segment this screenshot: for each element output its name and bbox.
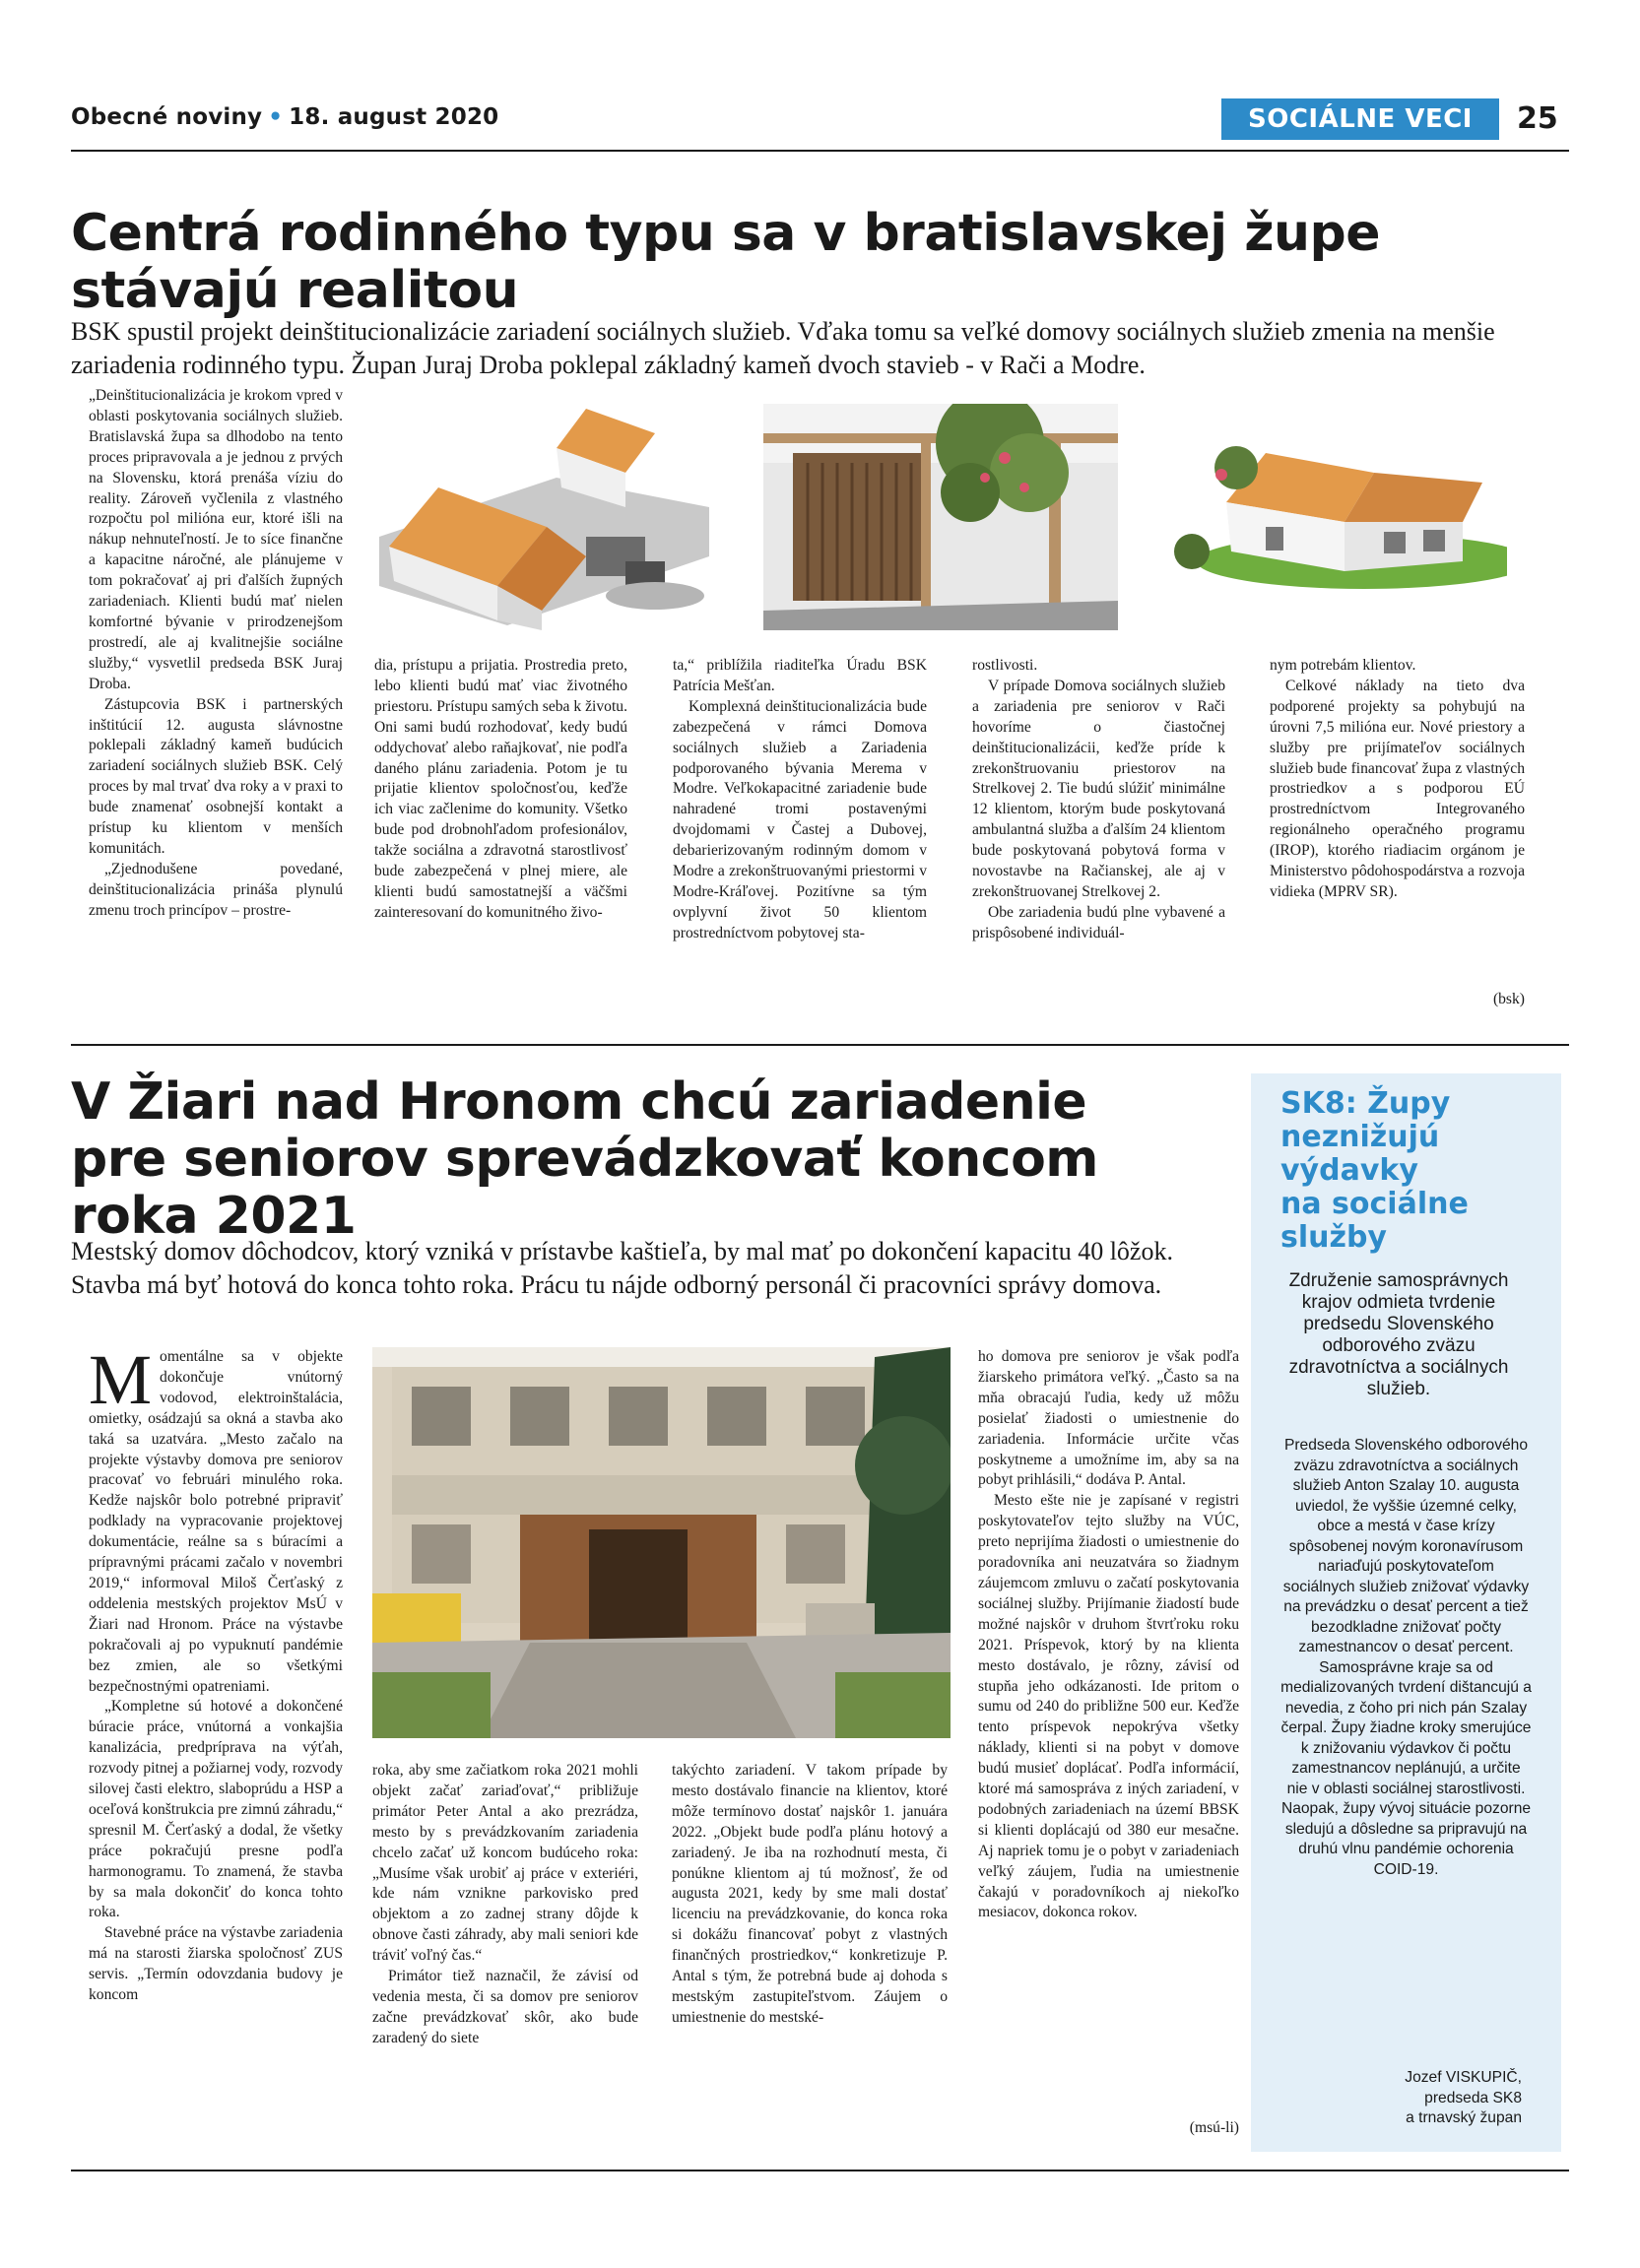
paragraph: Celkové náklady na tieto dva podporené projekty sa pohybujú na úrovni 7,5 milióna eur. Nové priestory a služby pre prijímateľov sociálnych služieb bude financovať župa z vlastných prostriedkov a s podporou EÚ prostredníctvom Integrovaného regionálneho operačného programu (IROP), ktorého riadiacim orgánom je Ministerstvo pôdohospodárstva a rozvoja vidieka (MPRV SR).	[1270, 677, 1525, 900]
page-header	[71, 104, 498, 130]
article2-title-line2: pre seniorov sprevádzkovať koncom	[71, 1130, 1098, 1189]
render-house-1	[360, 389, 709, 630]
publication-name: Obecné noviny	[71, 104, 263, 130]
article1-column-2	[374, 656, 627, 1028]
paragraph: takýchto zariadení. V takom prípade by mesto dostávalo financie na klientov, ktoré môže termínovo dostať najskôr 1. januára 2022. „Objekt bude podľa plánu hotový a zariadený. Je iba na rozhodnutí mesta, či ponúkne klientom aj tú možnosť, že od augusta 2021, kedy by sme mali dostať licenciu na prevádzkovanie, do konca roka si dokážu financovať pobyt z vlastných finančných prostriedkov,“ konkretizuje P. Antal s tým, že potrebná bude aj dohoda s mestským zastupiteľstvom. Záujem o umiestnenie do mestské-	[672, 1762, 948, 2026]
paragraph: Obe zariadenia budú plne vybavené a prispôsobené individuál-	[972, 903, 1225, 941]
paragraph: ho domova pre seniorov je však podľa žiarskeho primátora veľký. „Často sa na mňa obracajú ľudia, kedy už môžu posielať žiadosti o umiestnenie do zariadenia. Informácie určite včas poskytneme a umožníme im, aby sa na pobyt prihlásili,“ dodáva P. Antal.	[978, 1348, 1239, 1489]
footer-rule	[71, 2170, 1569, 2171]
render-house-2	[1167, 414, 1507, 591]
sidebar-body	[1280, 1436, 1532, 1880]
article-divider	[71, 1044, 1569, 1046]
paragraph: ta,“ priblížila riaditeľka Úradu BSK Patrícia Mešťan.	[673, 657, 927, 694]
header-rule	[71, 150, 1569, 152]
paragraph: Mesto ešte nie je zapísané v registri poskytovateľov tejto služby na VÚC, preto neprijíma žiadosti o umiestnenie do poradovníka ani neuzatvára so žiadnym záujemcom zmluvu o začatí poskytovania sociálnej služby. Prijímanie žiadostí bude možné najskôr v druhom štvrťroku roku 2021. Príspevok, ktorý by na klienta mesto dostávalo, je rôzny, závisí od stupňa jeho odkázanosti. Ide pritom o sumu od 240 do približne 500 eur. Keďže tento príspevok nepokrýva všetky náklady, klienti si na pobyt v domove budú musieť doplácať. Podľa informácií, ktoré má samospráva z iných zariadení, v podobných zariadeniach na území BBSK si klienti doplácajú od 380 eur mesačne. Aj napriek tomu je o pobyt v zariadeniach veľký záujem, ľudia na umiestnenie čakajú v poradovníkoch aj niekoľko mesiacov, dokonca rokov.	[978, 1492, 1239, 1921]
architectural-render-icon	[763, 404, 1118, 630]
drop-cap: M	[89, 1347, 153, 1419]
article1-column-3	[673, 656, 927, 1028]
paragraph: Predseda Slovenského odborového zväzu zdravotníctva a sociálnych služieb Anton Szalay 10. augusta uviedol, že vyššie územné celky, obce a mestá v čase krízy spôsobenej novým koronavírusom nariaďujú poskytovateľom sociálnych služieb znižovať výdavky na prevádzku o desať percent a tiež bezodkladne znižovať počty zamestnancov o desať percent.	[1282, 1437, 1530, 1655]
architectural-render-icon	[360, 389, 709, 630]
bullet-dot-icon: •	[268, 104, 284, 130]
article1-headline	[71, 205, 1548, 319]
paragraph: Primátor tiež naznačil, že závisí od vedenia mesta, či sa domov pre seniorov začne prevádzkovať skôr, ako bude zaradený do siete	[372, 1968, 638, 2046]
paragraph: Stavebné práce na výstavbe zariadenia má na starosti žiarska spoločnosť ZUS servis. „Termín odovzdania budovy je koncom	[89, 1924, 343, 2004]
article1-column-5	[1270, 656, 1525, 981]
paragraph: „Kompletne sú hotové a dokončené búracie práce, vnútorná a vonkajšia kanalizácia, predpríprava na výťah, rozvody pitnej a požiarnej vody, rozvody silovej časti elektro, slaboprúdu a HSP a oceľová konštrukcia pre zimnú záhradu,“ spresnil M. Čerťaský a dodal, že všetky práce pokračujú presne podľa harmonogramu. To znamená, že stavba by sa mala dokončiť do konca tohto roka.	[89, 1698, 343, 1921]
article2-column-2	[372, 1761, 638, 2135]
sidebar-title-line: výdavky	[1280, 1153, 1418, 1188]
article2-signature: (msú-li)	[1189, 2119, 1239, 2136]
article1-lead-text: BSK spustil projekt deinštitucionalizácie zariadení sociálnych služieb. Vďaka tomu sa veľké domovy sociálnych služieb zmenia na menšie zariadenia rodinného typu. Župan Juraj Droba poklepal základný kameň dvoch stavieb - v Rači a Modre.	[71, 317, 1495, 379]
article2-title-line1: V Žiari nad Hronom chcú zariadenie	[71, 1072, 1087, 1132]
signature-line: Jozef VISKUPIČ,	[1405, 2069, 1522, 2086]
article1-column-1	[89, 386, 343, 1026]
page-number: 25	[1517, 101, 1558, 136]
article2-lead-text: Mestský domov dôchodcov, ktorý vzniká v prístavbe kaštieľa, by mal mať po dokončení kapacitu 40 lôžok. Stavba má byť hotová do konca tohto roka. Prácu tu nájde odborný personál či pracovníci správy domova.	[71, 1237, 1173, 1299]
issue-date: 18. august 2020	[289, 104, 499, 130]
article2-title-line3: roka 2021	[71, 1187, 357, 1246]
signature-line: a trnavský župan	[1406, 2109, 1522, 2126]
article1-title-line2: stávajú realitou	[71, 261, 519, 320]
article1-column-4	[972, 656, 1225, 1028]
article2-lead	[71, 1235, 1223, 1302]
paragraph: V prípade Domova sociálnych služieb a zariadenia pre seniorov v Rači hovoríme o čiastočnej deinštitucionalizácii, keďže príde k zrekonštruovaniu priestorov na Strelkovej 2. Tie budú slúžiť minimálne 12 klientom, ktorým bude poskytovaná ambulantná služba a ďalším 24 klientom bude poskytovaná pobytová forma v novostavbe na Račianskej, ale aj v zrekonštruovanej Strelkovej 2.	[972, 677, 1225, 900]
paragraph: „Deinštitucionalizácia je krokom vpred v oblasti poskytovania sociálnych služieb. Bratislavská župa sa dlhodobo na tento proces pripravovala a je jednou z prvých na Slovensku, ktorá prenáša víziu do reality. Zároveň vyčlenila z vlastného rozpočtu pol milióna eur, ktoré išli na nákup nehnuteľností. Je to síce finančne a kapacitne náročné, ale plánujeme v tom pokračovať aj pri ďalších župných zariadeniach. Klienti budú mať nielen komfortné bývanie v prirodzenejšom prostredí, ale aj kvalitnejšie sociálne služby,“ vysvetlil predseda BSK Juraj Droba.	[89, 387, 343, 692]
paragraph: roka, aby sme začiatkom roka 2021 mohli objekt začať zariaďovať,“ približuje primátor Peter Antal a ako prezrádza, mesto by s prevádzkovaním zariadenia chcelo začať už koncom budúceho roka: „Musíme však urobiť aj práce v exteriéri, kde nám vznikne parkovisko pred objektom a zo zadnej strany dôjde k obnove časti záhrady, aby mali seniori kde tráviť voľný čas.“	[372, 1762, 638, 1965]
construction-photo	[372, 1347, 951, 1738]
article2-column-4	[978, 1347, 1239, 2106]
paragraph: Zástupcovia BSK i partnerských inštitúcií 12. augusta slávnostne poklepali základný kameň budúcich zariadení sociálnych služieb BSK. Celý proces by mal trvať dva roky a v praxi to bude znamenať osobnejší kontakt a prístup ku klientom v menších komunitách.	[89, 695, 343, 857]
signature-line: predseda SK8	[1424, 2089, 1522, 2106]
article2-headline	[71, 1073, 1233, 1245]
paragraph: rostlivosti.	[972, 657, 1038, 674]
paragraph: omentálne sa v objekte dokončuje vnútorný vodovod, elektroinštalácia, omietky, osádzajú sa okná a stavba ako taká sa uzatvára. „Mesto začalo na projekte výstavby domova pre seniorov pracovať vo februári minulého roka. Kedže najskôr bolo potrebné pripraviť podklady na vypracovanie projektovej dokumentácie, reálne sa s búracími a prípravnými prácami začalo v novembri 2019,“ informoval Miloš Čerťaský z oddelenia mestských projektov MsÚ v Žiari nad Hronom. Práce na výstavbe pokračovali aj po vypuknutí pandémie bez zmien, ale so všetkými bezpečnostnými opatreniami.	[89, 1348, 343, 1695]
sidebar-title-line: neznižujú	[1280, 1120, 1440, 1154]
sidebar-title	[1280, 1087, 1546, 1255]
article1-title-line1: Centrá rodinného typu sa v bratislavskej župe	[71, 204, 1380, 263]
sidebar-title-line: SK8: Župy	[1280, 1086, 1451, 1121]
paragraph: Samosprávne kraje sa od medializovaných tvrdení dištancujú a nevedia, z čoho pri nich pán Szalay čerpal. Župy žiadne kroky smerujúce k znižovaniu výdavkov či počtu zamestnancov neplánujú, a určite nie v oblasti sociálnej starostlivosti. Naopak, župy vývoj situácie pozorne sledujú a dôsledne sa pripravujú na druhú vlnu pandémie ochorenia COID-19.	[1280, 1658, 1532, 1878]
article1-lead	[71, 315, 1548, 382]
sidebar-title-line: na sociálne	[1280, 1187, 1469, 1221]
sidebar-box	[1251, 1073, 1561, 2152]
building-photo-icon	[372, 1347, 951, 1738]
article2-column-3	[672, 1761, 948, 2135]
section-label: SOCIÁLNE VECI	[1221, 98, 1499, 140]
paragraph: Komplexná deinštitucionalizácia bude zabezpečená v rámci Domova sociálnych služieb a Zariadenia podporovaného bývania Merema v Modre. Veľkokapacitné zariadenie bude nahradené tromi postavenými dvojdomami v Častej a Dubovej, debarierizovaným rodinným domom v Modre a zrekonštruovanými priestormi v Modre-Kráľovej. Pozitívne sa tým ovplyvní život 50 klientom prostredníctvom pobytovej sta-	[673, 697, 927, 941]
sidebar-lead-text: Združenie samosprávnych krajov odmieta tvrdenie predsedu Slovenského odborového zväzu zdravotníctva a sociálnych služieb.	[1288, 1270, 1509, 1399]
paragraph: nym potrebám klientov.	[1270, 657, 1416, 674]
paragraph: dia, prístupu a prijatia. Prostredia preto, lebo klienti budú mať viac životného priestoru. Prístupu samých seba k životu. Oni sami budú rozhodovať, kedy budú oddychovať alebo raňajkovať, nie podľa daného plánu zariadenia. Potom je tu prijatie klientov spoločnosťou, keďže ich viac začlenime do komunity. Všetko bude pod drobnohľadom profesionálov, takže sociálna a zdravotná starostlivosť bude zabezpečená v plnej miere, ale klienti budú samostatnejší a väčšmi zainteresovaní do komunitného živo-	[374, 657, 627, 921]
paragraph: „Zjednodušene povedané, deinštitucionalizácia prináša plynulú zmenu troch princípov – prostre-	[89, 860, 343, 919]
sidebar-signature	[1280, 2068, 1522, 2129]
article2-column-1	[89, 1347, 343, 2135]
sidebar-lead	[1280, 1270, 1517, 1400]
architectural-render-icon	[1167, 414, 1507, 591]
render-pergola	[763, 404, 1118, 630]
sidebar-title-line: služby	[1280, 1220, 1387, 1255]
article1-signature: (bsk)	[1492, 991, 1525, 1007]
